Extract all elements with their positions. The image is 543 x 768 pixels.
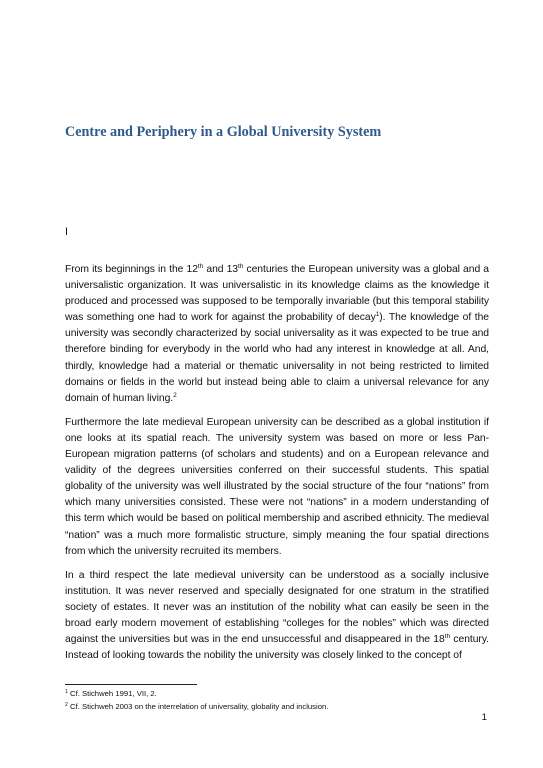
superscript: th bbox=[238, 263, 244, 270]
paragraph-text: century. Instead of looking towards the nobility the university was closely linked to the concept of bbox=[65, 634, 490, 662]
paragraph-text: Furthermore the late medieval European university can be described as a global institution if one looks at its spatial reach. The university system was based on more or less Pan-European migration patterns (of scholars and students) and on a European relevance and validity of the degrees universities conferred on their successful students. This spatial globality of the university was well illustrated by the social structure of the four “nations” from which many universities consisted. These were not “nations” in a modern understanding of this term which would be based on political membership and ascribed ethnicity. The medieval “nation” was a much more formalistic structure, simply meaning the four spatial directions from which the university recruited its members. bbox=[65, 416, 489, 557]
body-paragraph bbox=[65, 262, 489, 407]
paragraph-text: centuries the European university was a global and a universalistic organization. It was universalistic in its knowledge claims as the knowledge it produced and processed was supposed to be temporally invariable (but this temporal stability was something one had to work for against the probability of decay bbox=[65, 264, 489, 324]
superscript: 2 bbox=[173, 391, 177, 399]
paragraph-text: and 13 bbox=[203, 264, 239, 275]
superscript: th bbox=[197, 263, 204, 270]
paper-title: Centre and Periphery in a Global University System bbox=[65, 124, 382, 140]
body-text bbox=[65, 262, 489, 672]
body-paragraph bbox=[65, 568, 489, 665]
footnotes bbox=[65, 688, 489, 713]
footnote-mark: 2 bbox=[65, 701, 68, 708]
footnote-separator bbox=[65, 684, 197, 685]
superscript: 1 bbox=[375, 311, 380, 319]
footnote bbox=[65, 688, 489, 701]
page-number: 1 bbox=[481, 712, 487, 723]
footnote-text: Cf. Stichweh 2003 on the interrelation of universality, globality and inclusion. bbox=[67, 701, 329, 711]
footnote-text: Cf. Stichweh 1991, VII, 2. bbox=[67, 689, 157, 698]
paragraph-text: From its beginnings in the 12 bbox=[65, 264, 198, 275]
paragraph-text: In a third respect the late medieval university can be understood as a socially inclusive institution. It was never reserved and specially designated for one stratum in the stratified society of estates. It never was an institution of the nobility what can easily be seen in the broad early modern movement of establishing “colleges for the nobles” which was directed against the universities but was in the end unsuccessful and disappeared in the 18 bbox=[65, 569, 489, 646]
footnote bbox=[65, 701, 489, 714]
footnote-mark: 1 bbox=[65, 689, 68, 695]
section-number: I bbox=[65, 226, 68, 238]
superscript: th bbox=[444, 633, 451, 641]
body-paragraph bbox=[65, 415, 489, 560]
paragraph-text: ). The knowledge of the university was secondly characterized by social universality as it was expected to be true and therefore binding for everybody in the world who had any interest in knowledge at all. And, thirdly, knowledge had a material or thematic universality in not being restricted to limited domains or fields in the world but instead being able to claim a universal relevance for any domain of human living. bbox=[65, 312, 489, 404]
